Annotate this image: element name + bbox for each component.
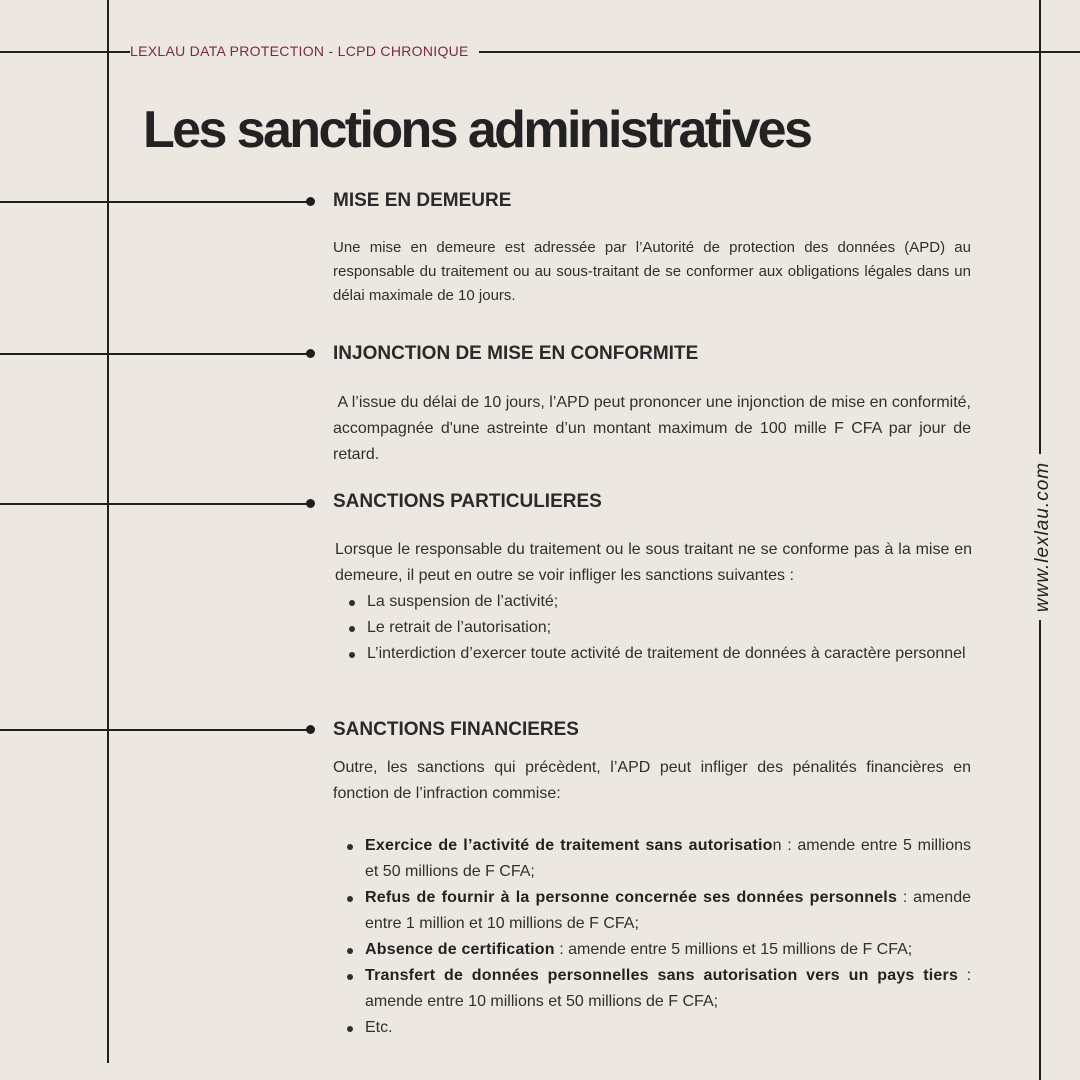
section-title-injonction: INJONCTION DE MISE EN CONFORMITE	[333, 343, 699, 364]
section-text-mise-en-demeure: Une mise en demeure est adressée par l’Autorité de protection des données (APD) au responsable du traitement ou au sous-traitant de se conformer aux obligations légales dans un délai maximale de 10 jours.	[333, 239, 971, 304]
section-bullet-dot	[306, 499, 315, 508]
list-item-rest: Etc.	[365, 1019, 393, 1036]
list-item-rest: : amende entre 10 millions et 50 millions de F CFA;	[365, 967, 972, 1010]
list-item-bold: Absence de certification	[365, 941, 555, 958]
section-connector-line	[0, 503, 310, 505]
section-title-sanctions-financieres: SANCTIONS FINANCIERES	[333, 719, 579, 740]
section-connector-line	[0, 729, 310, 731]
list-item	[333, 833, 971, 885]
list-item-rest: n : amende entre 5 millions et 50 millions de F CFA;	[365, 837, 971, 880]
list-item-bold: Transfert de données personnelles sans autorisation vers un pays tiers	[365, 967, 959, 984]
list-item: Le retrait de l’autorisation;	[335, 615, 972, 641]
list-item: L’interdiction d’exercer toute activité de traitement de données à caractère personnel	[335, 641, 972, 667]
page-title: Les sanctions administratives	[143, 101, 811, 159]
list-item-bold: Refus de fournir à la personne concernée ses données personnels	[365, 889, 898, 906]
list-item	[333, 1015, 971, 1041]
section-bullet-dot	[306, 349, 315, 358]
section-bullet-dot	[306, 197, 315, 206]
list-item: La suspension de l’activité;	[335, 589, 972, 615]
website-link[interactable]: www.lexlau.com	[1032, 454, 1054, 620]
list-item-rest: : amende entre 1 million et 10 millions de F CFA;	[365, 889, 972, 932]
list-item	[333, 885, 971, 937]
list-item	[333, 937, 971, 963]
section-text-sanctions-particulieres: Lorsque le responsable du traitement ou le sous traitant ne se conforme pas à la mise en demeure, il peut en outre se voir infliger les sanctions suivantes :	[335, 541, 972, 584]
brand-label: LEXLAU DATA PROTECTION - LCPD CHRONIQUE	[130, 43, 479, 59]
list-sanctions-particulieres	[335, 589, 972, 667]
left-vertical-rule	[107, 0, 109, 1063]
list-sanctions-financieres	[333, 833, 971, 1041]
section-text-sanctions-financieres: Outre, les sanctions qui précèdent, l’APD peut infliger des pénalités financières en fonction de l’infraction commise:	[333, 759, 971, 802]
section-connector-line	[0, 353, 310, 355]
list-item	[333, 963, 971, 1015]
section-title-mise-en-demeure: MISE EN DEMEURE	[333, 190, 512, 211]
section-title-sanctions-particulieres: SANCTIONS PARTICULIERES	[333, 491, 602, 512]
section-bullet-dot	[306, 725, 315, 734]
section-text-injonction: A l’issue du délai de 10 jours, l’APD peut prononcer une injonction de mise en conformité, accompagnée d'une astreinte d’un montant maximum de 100 mille F CFA par jour de retard.	[333, 394, 976, 463]
list-item-bold: Exercice de l’activité de traitement sans autorisatio	[365, 837, 773, 854]
section-connector-line	[0, 201, 310, 203]
list-item-rest: : amende entre 5 millions et 15 millions de F CFA;	[554, 941, 913, 958]
